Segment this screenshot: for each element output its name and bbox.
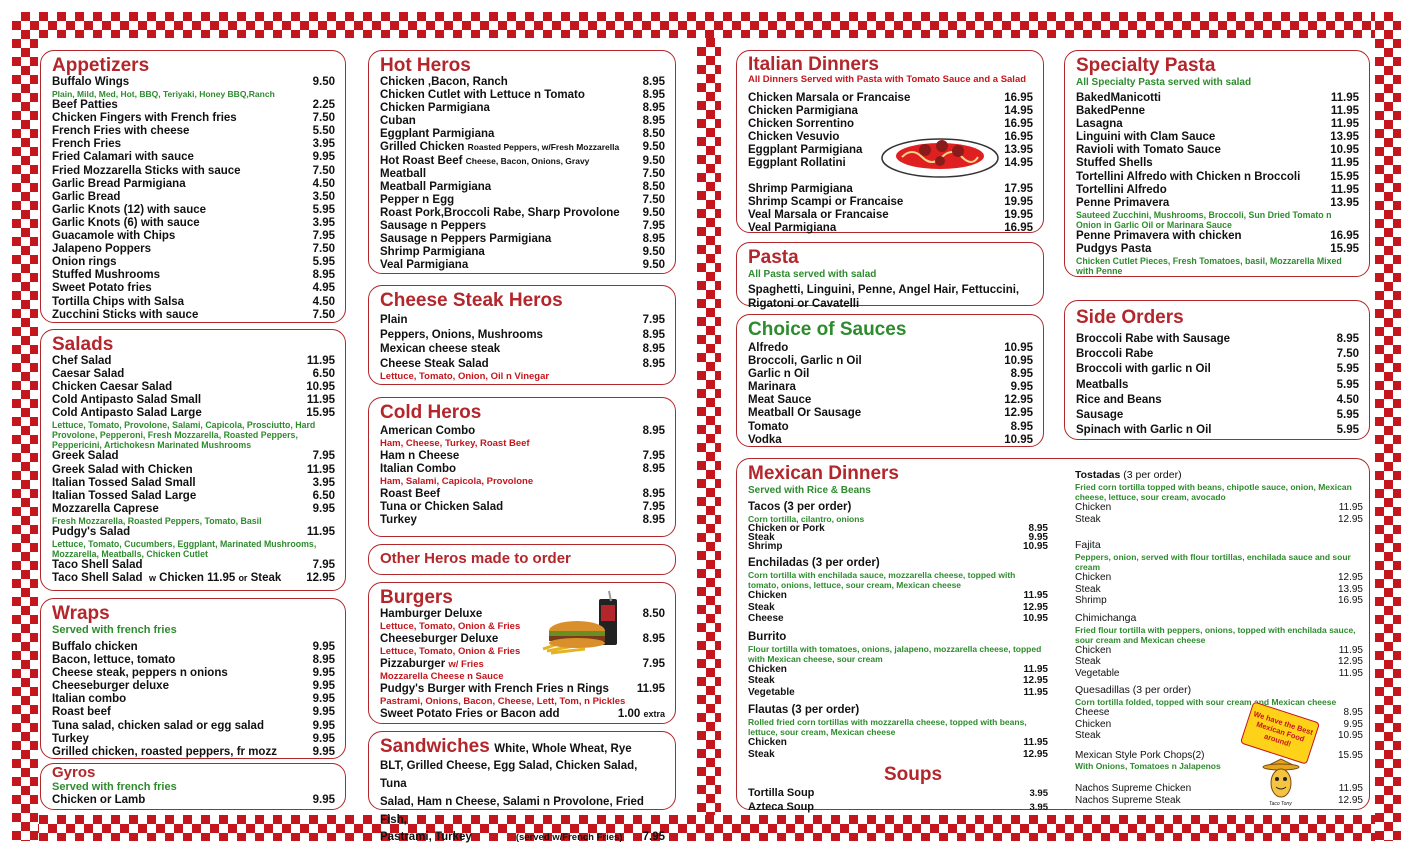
- menu-item: BakedPenne 11.95: [1076, 105, 1359, 118]
- menu-item: Shrimp 10.95: [748, 541, 1048, 552]
- menu-item: Steak 12.95: [748, 675, 1048, 686]
- gyros-title: Gyros: [52, 764, 96, 781]
- menu-item: Grilled chicken, roasted peppers, fr mozz 9.95: [52, 745, 335, 758]
- menu-item: Veal Parmigiana 16.95: [748, 221, 1033, 234]
- menu-item: Chicken or Lamb 9.95: [52, 794, 335, 806]
- menu-item: Pudgy's Salad 11.95: [52, 525, 335, 538]
- menu-item: Shrimp Parmigiana 17.95: [748, 182, 1033, 195]
- menu-item: American Combo 8.95: [380, 425, 665, 437]
- menu-item: Chicken 11.95: [748, 590, 1048, 601]
- menu-item: Rice and Beans 4.50: [1076, 393, 1359, 406]
- italian-dinners-section: [736, 50, 1044, 233]
- menu-item: Guacamole with Chips 7.95: [52, 230, 335, 243]
- menu-item: Steak 13.95: [1075, 583, 1363, 595]
- quesadillas-note: Corn tortilla folded, topped with sour cream and Mexican cheese: [1075, 697, 1337, 707]
- sandwiches-breads: White, Whole Wheat, Rye: [494, 743, 632, 755]
- menu-item: Jalapeno Poppers 7.50: [52, 243, 335, 256]
- italian-combo-note: Ham, Salami, Capicola, Provolone: [380, 476, 534, 488]
- cheese-steak-section: [368, 285, 676, 385]
- wraps-section: [40, 598, 346, 759]
- menu-item: Veal Marsala or Francaise 19.95: [748, 208, 1033, 221]
- menu-item: BakedManicotti 11.95: [1076, 92, 1359, 104]
- menu-item: Meatballs 5.95: [1076, 378, 1359, 391]
- menu-item: Vodka 10.95: [748, 433, 1033, 446]
- cold-heros-section: [368, 397, 676, 537]
- enchiladas-heading: Enchiladas (3 per order): [748, 557, 880, 569]
- menu-item: Grilled Chicken Roasted Peppers, w/Fresh Mozzarella 9.50: [380, 141, 665, 154]
- menu-item: Peppers, Onions, Mushrooms 8.95: [380, 328, 665, 341]
- burgers-title: Burgers: [380, 587, 453, 608]
- hot-heros-section: [368, 50, 676, 274]
- menu-item: Taco Shell Salad 7.95: [52, 559, 335, 572]
- chimichanga-heading: Chimichanga: [1075, 611, 1137, 624]
- menu-item: Steak 10.95: [1075, 730, 1363, 741]
- menu-item: Buffalo Wings 9.50: [52, 76, 335, 88]
- badge-text: We have the Best Mexican Food around!: [1252, 709, 1315, 749]
- menu-item: Pudgys Pasta 15.95: [1076, 242, 1359, 255]
- spaghetti-plate-icon: [880, 133, 1000, 179]
- menu-item: Greek Salad with Chicken 11.95: [52, 463, 335, 476]
- sandwiches-title: Sandwiches: [380, 736, 490, 757]
- mexican-title: Mexican Dinners: [748, 463, 899, 484]
- quesadillas-heading: Quesadillas (3 per order): [1075, 684, 1192, 696]
- menu-item: Buffalo chicken 9.95: [52, 641, 335, 653]
- fajita-note: Peppers, onion, served with flour tortillas, enchilada sauce and sour cream: [1075, 552, 1351, 572]
- menu-item: Roast Beef 8.95: [380, 488, 665, 501]
- pasta-title: Pasta: [748, 247, 799, 268]
- taco-tony-mascot-icon: [1261, 757, 1301, 805]
- menu-item: Italian combo 9.95: [52, 693, 335, 706]
- menu-item: Cheese Steak Salad 8.95: [380, 357, 665, 370]
- menu-item: French Fries 3.95: [52, 138, 335, 151]
- burrito-note: Flour tortilla with tomatoes, onions, jalapeno, mozzarella cheese, topped with Mexican cheese, sour cream: [748, 643, 1042, 664]
- menu-item: Chicken Cutlet with Lettuce n Tomato 8.95: [380, 89, 665, 102]
- menu-item: Tortilla Chips with Salsa 4.50: [52, 295, 335, 308]
- menu-item: Broccoli with garlic n Oil 5.95: [1076, 363, 1359, 376]
- specialty-pasta-section: [1064, 50, 1370, 277]
- pizzaburger-note: Mozzarella Cheese n Sauce: [380, 671, 504, 683]
- menu-item: Chicken Parmigiana 8.95: [380, 102, 665, 115]
- menu-item: Stuffed Shells 11.95: [1076, 157, 1359, 170]
- menu-item: Bacon, lettuce, tomato 8.95: [52, 654, 335, 667]
- pudgy-salad-note: Lettuce, Tomato, Cucumbers, Eggplant, Marinated Mushrooms, Mozzarella, Meatballs, Chicken Cutlet: [52, 539, 317, 560]
- menu-item: Chicken 11.95: [748, 663, 1048, 675]
- flautas-heading: Flautas (3 per order): [748, 704, 860, 716]
- menu-item: Tortilla Soup 3.95: [748, 787, 1048, 799]
- checker-border-top: [12, 12, 1401, 38]
- menu-item: Beef Patties 2.25: [52, 99, 335, 112]
- pasta-list: Rigatoni or Cavatelli: [748, 298, 860, 310]
- menu-item: Garlic n Oil 8.95: [748, 368, 1033, 381]
- menu-item: Cheese 8.95: [1075, 707, 1363, 718]
- sandwiches-section: [368, 731, 676, 843]
- burrito-heading: Burrito: [748, 630, 787, 643]
- menu-item: Sweet Potato Fries or Bacon add 1.00 extra: [380, 708, 665, 721]
- cheese-steak-title: Cheese Steak Heros: [380, 290, 563, 311]
- menu-item: Penne Primavera with chicken 16.95: [1076, 229, 1359, 242]
- menu-item: Cheeseburger deluxe 9.95: [52, 680, 335, 693]
- menu-item: Meatball 7.50: [380, 167, 665, 180]
- menu-item: Chef Salad 11.95: [52, 355, 335, 367]
- sauces-section: [736, 314, 1044, 447]
- menu-item: Steak 12.95: [1075, 513, 1363, 525]
- menu-item: Tortellini Alfredo 11.95: [1076, 183, 1359, 196]
- menu-item: Chicken Parmigiana 14.95: [748, 105, 1033, 118]
- specialty-title: Specialty Pasta: [1076, 55, 1216, 76]
- menu-item: Cheeseburger Deluxe 8.95: [380, 633, 665, 646]
- menu-item: Ravioli with Tomato Sauce 10.95: [1076, 144, 1359, 157]
- italian-dinners-title: Italian Dinners: [748, 54, 879, 75]
- menu-item: Tuna salad, chicken salad or egg salad 9.95: [52, 719, 335, 732]
- side-orders-section: [1064, 300, 1370, 440]
- menu-item: Chicken 9.95: [1075, 718, 1363, 730]
- menu-item: Stuffed Mushrooms 8.95: [52, 269, 335, 282]
- menu-item: Garlic Knots (6) with sauce 3.95: [52, 216, 335, 229]
- menu-item: Pastrami, Turkey (served w/French Fries) 7.95: [380, 831, 665, 843]
- menu-item: Meatball Parmigiana 8.50: [380, 180, 665, 193]
- pasta-list: Spaghetti, Linguini, Penne, Angel Hair, Fettuccini,: [748, 284, 1020, 296]
- mexican-left-column: [748, 463, 1048, 814]
- appetizers-section: [40, 50, 346, 323]
- menu-item: Eggplant Rollatini 14.95: [748, 157, 1033, 170]
- menu-item: Eggplant Parmigiana 8.50: [380, 128, 665, 141]
- side-orders-title: Side Orders: [1076, 307, 1184, 328]
- gyros-subtitle: Served with french fries: [52, 781, 177, 793]
- tacos-heading: Tacos (3 per order): [748, 501, 852, 513]
- appetizers-list: [52, 99, 335, 322]
- pudgys-pasta-note: Chicken Cutlet Pieces, Fresh Tomatoes, basil, Mozzarella Mixed with Penne: [1076, 256, 1342, 277]
- menu-item: Chicken 11.95: [748, 737, 1048, 748]
- checker-border-left: [12, 12, 38, 841]
- menu-item: Garlic Bread Parmigiana 4.50: [52, 177, 335, 190]
- mexican-subtitle: Served with Rice & Beans: [748, 485, 871, 496]
- menu-item: Chicken 11.95: [1075, 644, 1363, 656]
- menu-item: Roast beef 9.95: [52, 706, 335, 719]
- cheese-steak-note: Lettuce, Tomato, Onion, Oil n Vinegar: [380, 371, 550, 382]
- menu-item: Mozzarella Caprese 9.95: [52, 502, 335, 515]
- salads-title: Salads: [52, 334, 114, 355]
- menu-item: Roast Pork,Broccoli Rabe, Sharp Provolone 9.50: [380, 206, 665, 219]
- menu-item: Vegetable 11.95: [748, 686, 1048, 698]
- burger-soda-icon: [537, 591, 627, 656]
- menu-item: Tortellini Alfredo with Chicken n Broccoli 15.95: [1076, 170, 1359, 183]
- tostadas-note: Fried corn tortilla topped with beans, chipotle sauce, onion, Mexican cheese, lettuce, sour cream, avocado: [1075, 482, 1352, 502]
- menu-item: Nachos Supreme Steak 12.95: [1075, 794, 1363, 806]
- menu-item: Taco Shell Salad w Chicken 11.95 or Steak 12.95: [52, 572, 335, 585]
- sandwiches-line: BLT, Grilled Cheese, Egg Salad, Chicken Salad, Tuna: [380, 760, 638, 790]
- mexican-dinners-section: [736, 458, 1370, 813]
- cheeseburger-note: Lettuce, Tomato, Onion & Fries: [380, 646, 521, 658]
- hamburger-note: Lettuce, Tomato, Onion & Fries: [380, 621, 521, 633]
- tacos-note: Corn tortilla, cilantro, onions: [748, 514, 865, 524]
- menu-item: Chicken Caesar Salad 10.95: [52, 381, 335, 394]
- menu-item: Chicken 12.95: [1075, 572, 1363, 583]
- menu-item: Chicken Sorrentino 16.95: [748, 118, 1033, 131]
- menu-item: Tomato 8.95: [748, 420, 1033, 433]
- menu-item: Greek Salad 7.95: [52, 450, 335, 463]
- menu-item: Plain 7.95: [380, 314, 665, 326]
- pork-chops-note: With Onions, Tomatoes n Jalapenos: [1075, 761, 1221, 771]
- burgers-section: [368, 582, 676, 724]
- menu-item: Caesar Salad 6.50: [52, 368, 335, 381]
- menu-item: Chicken Marsala or Francaise 16.95: [748, 92, 1033, 104]
- menu-item: Steak 9.95: [748, 532, 1048, 543]
- flautas-note: Rolled fried corn tortillas with mozzarella cheese, topped with beans, lettuce, sour cream, Mexican cheese: [748, 717, 1027, 737]
- menu-item: Chicken Fingers with French fries 7.50: [52, 112, 335, 125]
- menu-item: Sausage n Peppers 7.95: [380, 220, 665, 233]
- soups-title: Soups: [883, 764, 943, 785]
- menu-item: Hot Roast Beef Cheese, Bacon, Onions, Gravy 9.50: [380, 154, 665, 167]
- other-heros-section: [368, 544, 676, 575]
- appetizers-title: Appetizers: [52, 55, 150, 76]
- hot-heros-title: Hot Heros: [380, 55, 471, 76]
- menu-item: Turkey 9.95: [52, 732, 335, 745]
- menu-item: Italian Tossed Salad Large 6.50: [52, 489, 335, 502]
- italian-dinners-subtitle: All Dinners Served with Pasta with Tomato Sauce and a Salad: [748, 74, 1027, 85]
- menu-item: Chicken 11.95: [1075, 502, 1363, 513]
- menu-item: Sausage n Peppers Parmigiana 8.95: [380, 233, 665, 246]
- checker-border-middle: [697, 38, 721, 815]
- menu-item: Fried Calamari with sauce 9.95: [52, 151, 335, 164]
- other-heros-title: Other Heros made to order: [380, 550, 571, 567]
- menu-item: Tuna or Chicken Salad 7.95: [380, 501, 665, 514]
- checker-border-bottom: [12, 815, 1401, 841]
- chimichanga-note: Fried flour tortilla with peppers, onions, topped with enchilada sauce, sour cream and Mexican cheese: [1075, 624, 1356, 645]
- menu-item: Garlic Bread 3.50: [52, 190, 335, 203]
- sandwiches-header: [380, 736, 665, 757]
- menu-item: Chicken ,Bacon, Ranch 8.95: [380, 76, 665, 88]
- menu-item: Cold Antipasto Salad Large 15.95: [52, 407, 335, 420]
- pudgys-burger-note: Pastrami, Onions, Bacon, Cheese, Lett, Tom, n Pickles: [380, 696, 626, 708]
- menu-item: Steak 12.95: [748, 601, 1048, 613]
- menu-item: Italian Combo 8.95: [380, 463, 665, 476]
- menu-item: Shrimp 16.95: [1075, 595, 1363, 606]
- antipasto-note: Lettuce, Tomato, Provolone, Salami, Capicola, Prosciutto, Hard Provolone, Pepperoni, Fresh Mozzarella, Roasted Peppers, Peppericini, Artichokesn Marinated Mushrooms: [52, 420, 316, 451]
- menu-item: Chicken Vesuvio 16.95: [748, 131, 1033, 144]
- menu-item: Alfredo 10.95: [748, 342, 1033, 354]
- menu-item: Onion rings 5.95: [52, 256, 335, 269]
- mexican-right-column: [1075, 469, 1363, 806]
- menu-item: Azteca Soup 3.95: [748, 800, 1048, 813]
- menu-item: Lasagna 11.95: [1076, 118, 1359, 131]
- menu-item: Mexican cheese steak 8.95: [380, 343, 665, 355]
- menu-item: Turkey 8.95: [380, 514, 665, 527]
- specialty-subtitle: All Specialty Pasta served with salad: [1076, 77, 1252, 88]
- menu-item: Hamburger Deluxe 8.50: [380, 608, 665, 620]
- wraps-title: Wraps: [52, 603, 110, 624]
- pasta-subtitle: All Pasta served with salad: [748, 269, 877, 280]
- menu-item: Marinara 9.95: [748, 381, 1033, 394]
- caprese-note: Fresh Mozzarella, Roasted Peppers, Tomato, Basil: [52, 515, 262, 526]
- menu-item: Broccoli, Garlic n Oil 10.95: [748, 355, 1033, 368]
- menu-item: Pudgy's Burger with French Fries n Rings 11.95: [380, 683, 665, 696]
- cold-heros-title: Cold Heros: [380, 402, 482, 423]
- sauces-title: Choice of Sauces: [748, 319, 907, 340]
- menu-item: Pizzaburger w/ Fries 7.95: [380, 658, 665, 671]
- menu-item: Broccoli Rabe 7.50: [1076, 348, 1359, 361]
- primavera-note: Sauteed Zucchini, Mushrooms, Broccoli, Sun Dried Tomato n Onion in Garlic Oil or Marinara Sauce: [1076, 209, 1332, 230]
- menu-item: Spinach with Garlic n Oil 5.95: [1076, 424, 1359, 437]
- menu-item: Sweet Potato fries 4.95: [52, 282, 335, 295]
- checker-border-right: [1375, 12, 1401, 841]
- menu-item: Pepper n Egg 7.50: [380, 193, 665, 206]
- menu-item: Broccoli Rabe with Sausage 8.95: [1076, 333, 1359, 345]
- menu-item: Meat Sauce 12.95: [748, 394, 1033, 407]
- menu-item: Garlic Knots (12) with sauce 5.95: [52, 203, 335, 216]
- menu-item: Mexican Style Pork Chops(2) 15.95: [1075, 749, 1363, 761]
- wings-note: Plain, Mild, Med, Hot, BBQ, Teriyaki, Honey BBQ,Ranch: [52, 89, 275, 100]
- enchiladas-note: Corn tortilla with enchilada sauce, mozzarella cheese, topped with tomato, onions, lettuce, sour cream, Mexican cheese: [748, 570, 1016, 590]
- gyros-section: [40, 763, 346, 810]
- menu-item: Cold Antipasto Salad Small 11.95: [52, 394, 335, 407]
- american-combo-note: Ham, Cheese, Turkey, Roast Beef: [380, 438, 530, 450]
- menu-item: Fried Mozzarella Sticks with sauce 7.50: [52, 164, 335, 177]
- menu-item: Vegetable 11.95: [1075, 667, 1363, 679]
- menu-item: Chicken or Pork 8.95: [748, 523, 1048, 534]
- menu-item: Cheese steak, peppers n onions 9.95: [52, 667, 335, 680]
- fajita-heading: Fajita: [1075, 539, 1101, 551]
- menu-item: Ham n Cheese 7.95: [380, 450, 665, 463]
- sandwiches-line: Salad, Ham n Cheese, Salami n Provolone, Fried Fish,: [380, 796, 644, 826]
- salads-section: [40, 329, 346, 591]
- tostadas-heading: Tostadas (3 per order): [1075, 469, 1182, 481]
- pasta-section: [736, 242, 1044, 310]
- menu-item: Zucchini Sticks with sauce 7.50: [52, 308, 335, 321]
- wraps-subtitle: Served with french fries: [52, 624, 177, 636]
- menu-item: Nachos Supreme Chicken 11.95: [1075, 783, 1363, 794]
- menu-item: Eggplant Parmigiana 13.95: [748, 144, 1033, 157]
- menu-item: Cuban 8.95: [380, 115, 665, 128]
- menu-item: French Fries with cheese 5.50: [52, 125, 335, 138]
- menu-item: Shrimp Parmigiana 9.50: [380, 246, 665, 259]
- mascot-label: Taco Tony: [1269, 801, 1292, 807]
- menu-item: Italian Tossed Salad Small 3.95: [52, 476, 335, 489]
- menu-item: Linguini with Clam Sauce 13.95: [1076, 131, 1359, 144]
- menu-item: Sausage 5.95: [1076, 409, 1359, 422]
- menu-item: Steak 12.95: [748, 748, 1048, 760]
- menu-item: Cheese 10.95: [748, 613, 1048, 624]
- menu-item: Veal Parmigiana 9.50: [380, 259, 665, 272]
- menu-item: Meatball Or Sausage 12.95: [748, 407, 1033, 420]
- menu-item: Steak 12.95: [1075, 656, 1363, 667]
- menu-item: Penne Primavera 13.95: [1076, 196, 1359, 209]
- menu-item: Shrimp Scampi or Francaise 19.95: [748, 195, 1033, 208]
